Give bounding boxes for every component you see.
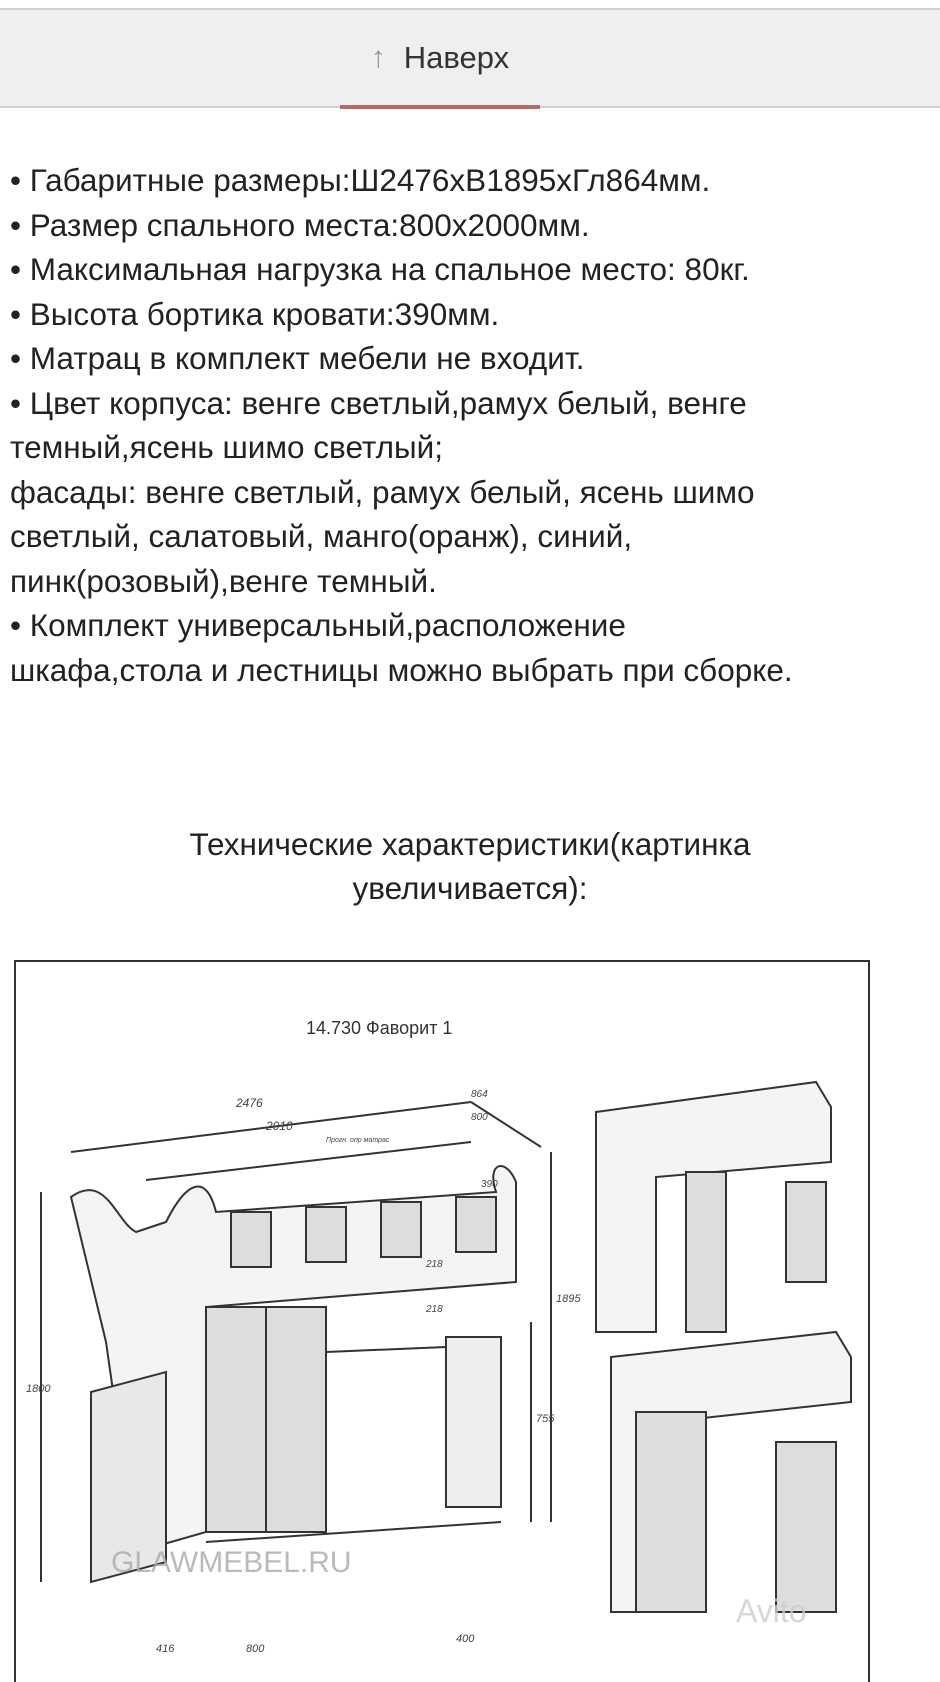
watermark: GLAWMEBEL.RU	[111, 1546, 352, 1579]
main-view	[41, 1102, 551, 1582]
description-line: • Матрац в комплект мебели не входит.	[10, 340, 585, 376]
dim-bed: 2010	[266, 1119, 293, 1133]
dim-stair: 416	[156, 1643, 175, 1655]
dim-width: 2476	[236, 1096, 263, 1110]
side-views	[596, 1082, 851, 1612]
active-underline	[340, 105, 540, 109]
description-line: • Комплект универсальный,расположение шкафа,стола и лестницы можно выбрать при сборке.	[10, 607, 793, 688]
dim-side: 390	[481, 1179, 498, 1190]
scroll-to-top-button[interactable]	[340, 10, 540, 106]
dim-desk: 755	[536, 1413, 555, 1425]
dim-shelf2: 218	[426, 1304, 443, 1315]
avito-watermark: Avito	[736, 1593, 807, 1629]
dim-inner: 800	[471, 1112, 488, 1123]
dim-left-height: 1800	[26, 1383, 51, 1395]
technical-drawing-image[interactable]	[14, 960, 870, 1682]
description-line: • Размер спального места:800х2000мм.	[10, 206, 590, 243]
description-line: • Высота бортика кровати:390мм.	[10, 295, 500, 332]
dim-wardrobe: 800	[246, 1643, 265, 1655]
top-bar	[0, 8, 940, 108]
description-line: • Максимальная нагрузка на спальное место: 80кг.	[10, 251, 750, 287]
dim-note: Прогн. опр матрас	[326, 1137, 390, 1144]
arrow-up-icon: ↑	[370, 41, 386, 74]
description-line: фасады: венге светлый, рамух белый, ясень шимо светлый, салатовый, манго(оранж), синий, пинк(розовый),венге темный.	[10, 473, 755, 599]
scroll-to-top-label: Наверх	[403, 40, 510, 75]
dim-height: 1895	[556, 1293, 581, 1305]
dim-depth: 864	[471, 1089, 488, 1100]
bed-drawing	[16, 962, 868, 1674]
dim-pedestal: 400	[456, 1633, 475, 1645]
description-line: • Цвет корпуса: венге светлый,рамух белый, венге темный,ясень шимо светлый;	[10, 384, 747, 465]
description	[10, 158, 930, 692]
dim-shelf1: 218	[426, 1259, 443, 1270]
section-heading: Технические характеристики(картинка увеличивается):	[189, 826, 751, 906]
description-line: • Габаритные размеры:Ш2476хВ1895хГл864мм.	[10, 162, 711, 198]
drawing-title: 14.730 Фаворит 1	[306, 1018, 453, 1038]
